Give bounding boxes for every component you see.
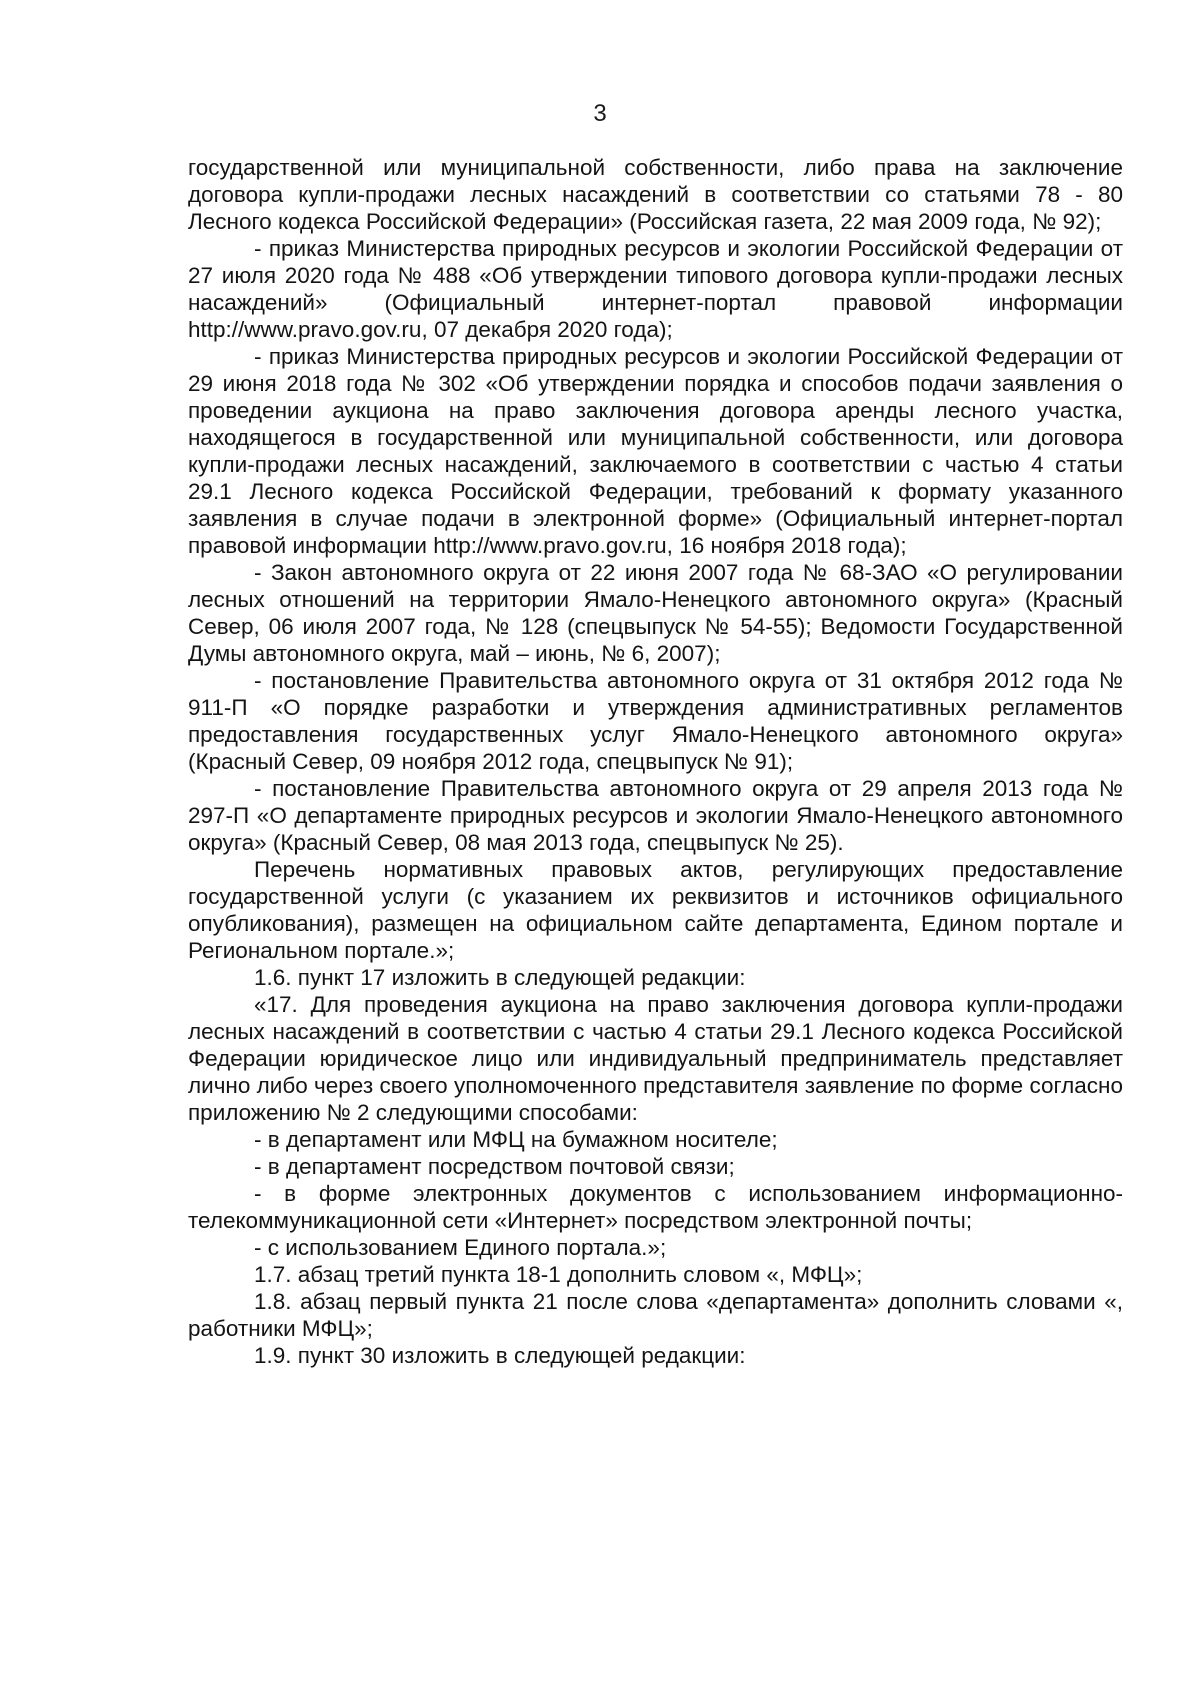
paragraph-point-17: «17. Для проведения аукциона на право заключения договора купли-продажи лесных насаждений в соответствии с частью 4 статьи 29.1 Лесного кодекса Российской Федерации юридическое лицо или индивидуальный предприниматель представляет лично либо через своего уполномоченного представителя заявление по форме согласно приложению № 2 следующими способами:	[188, 992, 1123, 1125]
paragraph-list-of-acts: Перечень нормативных правовых актов, регулирующих предоставление государственной услуги (с указанием их реквизитов и источников официального опубликования), размещен на официальном сайте департамента, Едином портале и Региональном портале.»;	[188, 857, 1123, 963]
paragraph-method-paper: - в департамент или МФЦ на бумажном носителе;	[254, 1127, 778, 1152]
paragraph-law-68-zao: - Закон автономного округа от 22 июня 2007 года № 68-ЗАО «О регулировании лесных отношений на территории Ямало-Ненецкого автономного округа» (Красный Север, 06 июля 2007 года, № 128 (спецвыпуск № 54-55); Ведомости Государственной Думы автономного округа, май – июнь, № 6, 2007);	[188, 560, 1123, 666]
paragraph-resolution-297: - постановление Правительства автономного округа от 29 апреля 2013 года № 297-П «О департаменте природных ресурсов и экологии Ямало-Ненецкого автономного округа» (Красный Север, 08 мая 2013 года, спецвыпуск № 25).	[188, 776, 1123, 855]
paragraph-method-portal: - с использованием Единого портала.»;	[254, 1235, 667, 1260]
paragraph-order-302: - приказ Министерства природных ресурсов и экологии Российской Федерации от 29 июня 2018 года № 302 «Об утверждении порядка и способов подачи заявления о проведении аукциона на право заключения договора аренды лесного участка, находящегося в государственной или муниципальной собственности, или договора купли-продажи лесных насаждений, заключаемого в соответствии с частью 4 статьи 29.1 Лесного кодекса Российской Федерации, требований к формату указанного заявления в случае подачи в электронной форме» (Официальный интернет-портал правовой информации http://www.pravo.gov.ru, 16 ноября 2018 года);	[188, 344, 1123, 558]
page-number: 3	[593, 100, 607, 127]
paragraph-method-post: - в департамент посредством почтовой связи;	[254, 1154, 735, 1179]
paragraph-order-488: - приказ Министерства природных ресурсов и экологии Российской Федерации от 27 июля 2020 года № 488 «Об утверждении типового договора купли-продажи лесных насаждений» (Официальный интернет-портал правовой информации http://www.pravo.gov.ru, 07 декабря 2020 года);	[188, 236, 1123, 342]
paragraph-resolution-911: - постановление Правительства автономного округа от 31 октября 2012 года № 911-П «О порядке разработки и утверждения административных регламентов предоставления государственных услуг Ямало-Ненецкого автономного округа» (Красный Север, 09 ноября 2012 года, спецвыпуск № 91);	[188, 668, 1123, 774]
paragraph-item-1-9: 1.9. пункт 30 изложить в следующей редакции:	[254, 1343, 746, 1368]
paragraph-item-1-7: 1.7. абзац третий пункта 18-1 дополнить словом «, МФЦ»;	[254, 1262, 863, 1287]
paragraph-method-email: - в форме электронных документов с использованием информационно-телекоммуникационной сети «Интернет» посредством электронной почты;	[188, 1181, 1123, 1233]
paragraph-item-1-6: 1.6. пункт 17 изложить в следующей редакции:	[254, 965, 746, 990]
paragraph-continuation: государственной или муниципальной собственности, либо права на заключение договора купли-продажи лесных насаждений в соответствии со статьями 78 - 80 Лесного кодекса Российской Федерации» (Российская газета, 22 мая 2009 года, № 92);	[188, 155, 1123, 234]
document-body	[188, 154, 1123, 1369]
paragraph-item-1-8: 1.8. абзац первый пункта 21 после слова «департамента» дополнить словами «, работники МФЦ»;	[188, 1289, 1123, 1341]
